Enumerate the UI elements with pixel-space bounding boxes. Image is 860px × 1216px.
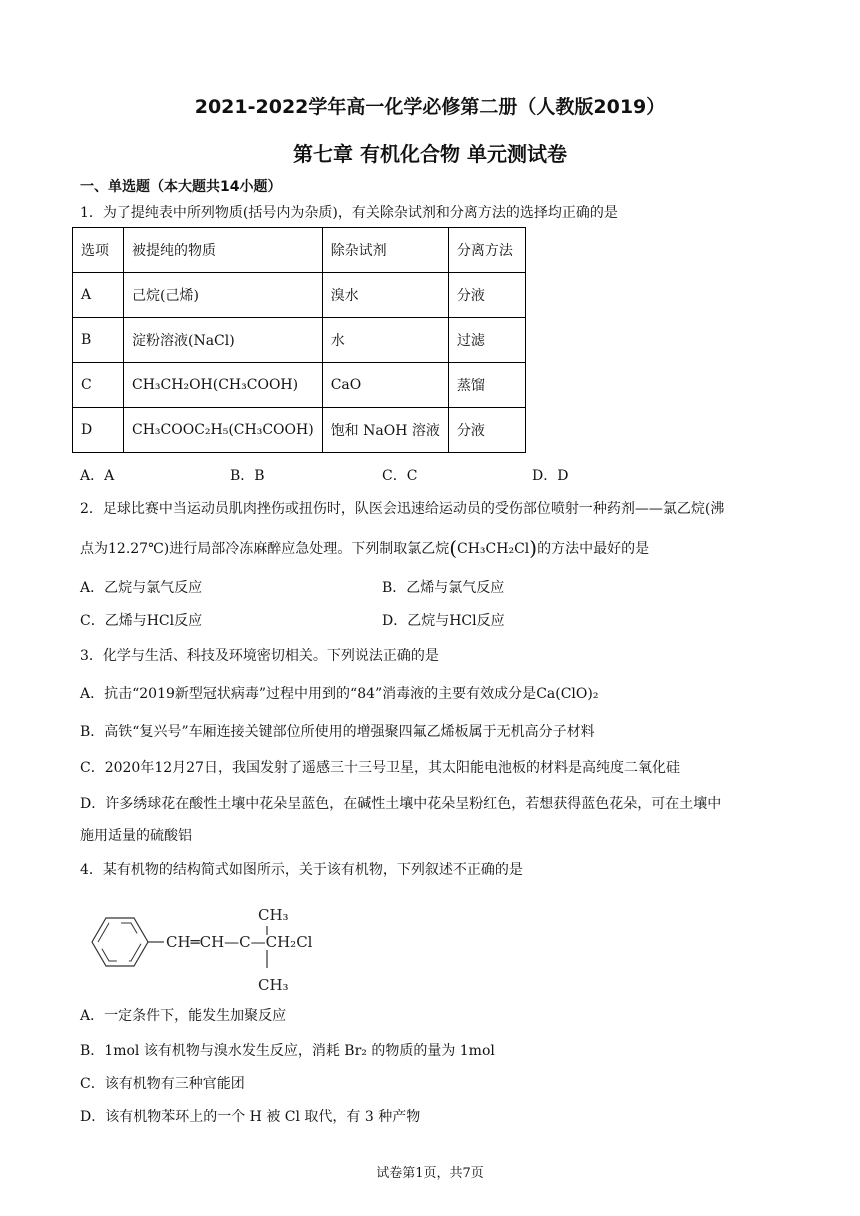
table-header-cell: 除杂试剂 <box>322 228 448 273</box>
q1-table <box>72 227 526 453</box>
q2-line1: 2．足球比赛中当运动员肌肉挫伤或扭伤时，队医会迅速给运动员的受伤部位喷射一种药剂——氯乙烷(沸 <box>80 501 725 517</box>
table-cell: A <box>73 273 124 318</box>
q3-option-d-line2: 施用适量的硫酸铝 <box>80 828 192 844</box>
q3-option-b: B．高铁“复兴号”车厢连接关键部位所使用的增强聚四氟乙烯板属于无机高分子材料 <box>80 724 595 740</box>
q2-line2-tail: 的方法中最好的是 <box>537 541 650 557</box>
q2-line2-text: 点为12.27℃)进行局部冷冻麻醉应急处理。下列制取氯乙烷 <box>80 541 450 557</box>
benzene-inner-bonds <box>98 923 142 961</box>
q4-option-a: A．一定条件下，能发生加聚反应 <box>80 1008 287 1024</box>
q4-option-c: C．该有机物有三种官能团 <box>80 1076 245 1092</box>
methyl-top-text: CH₃ <box>258 906 289 924</box>
q3-option-a <box>80 684 598 704</box>
calcium-hypochlorite-formula: Ca(ClO)₂ <box>536 686 599 702</box>
q1-stem: 1．为了提纯表中所列物质(括号内为杂质)，有关除杂试剂和分离方法的选择均正确的是 <box>80 205 618 221</box>
table-cell: 分液 <box>448 273 525 318</box>
q3-option-d-line1: D．许多绣球花在酸性土壤中花朵呈蓝色，在碱性土壤中花朵呈粉红色，若想获得蓝色花朵，可在土壤中 <box>80 796 722 812</box>
table-cell: CH₃CH₂OH(CH₃COOH) <box>124 363 323 408</box>
table-header-cell: 被提纯的物质 <box>124 228 323 273</box>
chloroethane-formula: CH₃CH₂Cl <box>457 541 530 557</box>
exam-title: 2021-2022学年高一化学必修第二册（人教版2019） <box>194 96 666 118</box>
table-cell: 蒸馏 <box>448 363 525 408</box>
q3-stem: 3．化学与生活、科技及环境密切相关。下列说法正确的是 <box>80 648 439 664</box>
exam-subtitle: 第七章 有机化合物 单元测试卷 <box>293 142 567 166</box>
table-header-cell: 选项 <box>73 228 124 273</box>
table-cell: 溴水 <box>322 273 448 318</box>
table-cell: B <box>73 318 124 363</box>
table-row <box>73 363 526 408</box>
table-cell: 饱和 NaOH 溶液 <box>322 408 448 453</box>
table-cell: 分液 <box>448 408 525 453</box>
q2-option-b: B．乙烯与氯气反应 <box>382 580 505 596</box>
methyl-bottom-text: CH₃ <box>258 976 289 994</box>
table-cell: 水 <box>322 318 448 363</box>
table-header-row <box>73 228 526 273</box>
table-row <box>73 318 526 363</box>
q4-stem: 4．某有机物的结构简式如图所示，关于该有机物，下列叙述不正确的是 <box>80 862 523 878</box>
table-cell: CaO <box>322 363 448 408</box>
q1-option-b: B．B <box>230 468 265 484</box>
table-cell: 淀粉溶液(NaCl) <box>124 318 323 363</box>
q1-option-c: C．C <box>382 468 418 484</box>
q2-option-d: D．乙烷与HCl反应 <box>382 613 505 629</box>
q2-option-a: A．乙烷与氯气反应 <box>80 580 203 596</box>
q3-option-a-text: A．抗击“2019新型冠状病毒”过程中用到的“84”消毒液的主要有效成分是 <box>80 686 537 702</box>
table-cell: 己烷(己烯) <box>124 273 323 318</box>
q1-option-a: A．A <box>80 468 115 484</box>
q4-option-b: B．1mol 该有机物与溴水发生反应，消耗 Br₂ 的物质的量为 1mol <box>80 1043 495 1059</box>
page-footer: 试卷第1页，共7页 <box>376 1166 484 1181</box>
benzene-ring <box>92 918 148 966</box>
q3-option-c: C．2020年12月27日，我国发射了遥感三十三号卫星，其太阳能电池板的材料是高纯度二氧化硅 <box>80 760 680 776</box>
table-cell: D <box>73 408 124 453</box>
table-cell: C <box>73 363 124 408</box>
structure-diagram <box>80 890 360 1000</box>
section-heading: 一、单选题（本大题共14小题） <box>80 179 282 195</box>
q4-option-d: D．该有机物苯环上的一个 H 被 Cl 取代，有 3 种产物 <box>80 1109 421 1125</box>
table-row <box>73 408 526 453</box>
table-cell: 过滤 <box>448 318 525 363</box>
q1-option-d: D．D <box>532 468 569 484</box>
table-header-cell: 分离方法 <box>448 228 525 273</box>
q2-line2: 点为12.27℃)进行局部冷冻麻醉应急处理。下列制取氯乙烷(CH₃CH₂Cl)的方法中最好的是 <box>80 536 650 560</box>
q2-option-c: C．乙烯与HCl反应 <box>80 613 203 629</box>
table-row <box>73 273 526 318</box>
main-chain-text: CH═CH—C—CH₂Cl <box>166 933 313 951</box>
table-cell: CH₃COOC₂H₅(CH₃COOH) <box>124 408 323 453</box>
